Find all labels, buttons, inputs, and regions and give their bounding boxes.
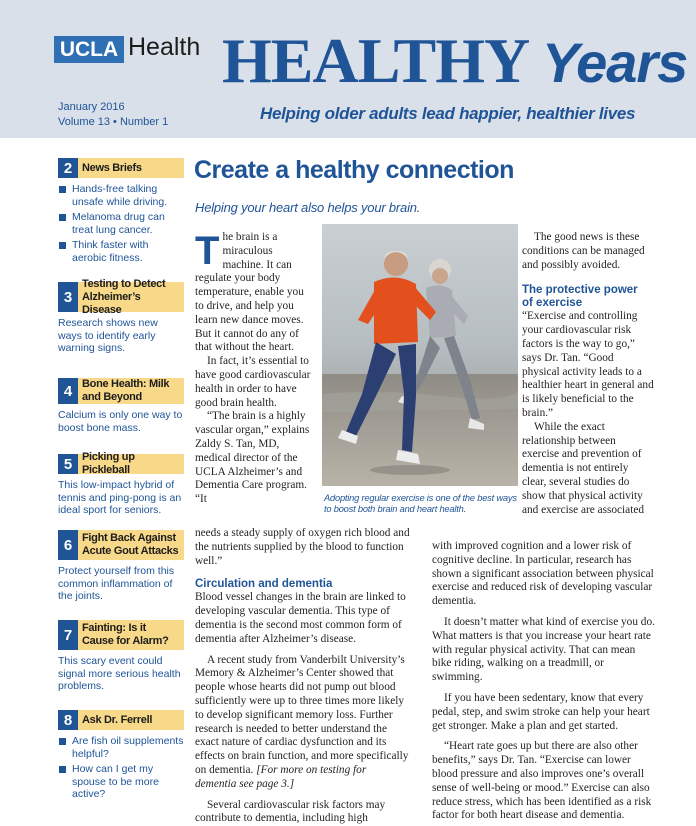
list-item: Hands-free talking unsafe while driving.: [58, 183, 184, 208]
title-years: Years: [541, 31, 688, 94]
sidebar-item-title: News Briefs: [82, 161, 142, 174]
page-number: 4: [58, 378, 78, 404]
paragraph: The good news is these conditions can be managed and possibly avoided.: [522, 231, 645, 271]
paragraph: Blood vessel changes in the brain are linked to developing vascular dementia. This type of dementia is the second most common form of dementia after Alzheimer’s disease.: [195, 591, 406, 645]
paragraph: While the exact relationship between exercise and prevention of dementia is not entirely clear, several studies do show that physical activity and exercise are associated: [522, 420, 644, 516]
paragraph: Several cardiovascular risk factors may contribute to dementia, including high: [195, 798, 386, 825]
sidebar-item-desc: This low-impact hybrid of tennis and ping-pong is an ideal sport for seniors.: [58, 479, 182, 516]
paragraph: In fact, it’s essential to have good cardiovascular health in order to have good brain health.: [195, 355, 311, 409]
sidebar-item-desc: Calcium is only one way to boost bone mass.: [58, 409, 183, 434]
bullet-square-icon: [59, 738, 66, 745]
paragraph: needs a steady supply of oxygen rich blood and the nutrients supplied by the blood to function well.”: [195, 527, 410, 567]
sidebar-item-desc: Protect yourself from this common inflammation of the joints.: [58, 565, 175, 602]
sidebar-item-news-briefs[interactable]: [58, 158, 184, 267]
sidebar-item-desc: Research shows new ways to identify early warning signs.: [58, 317, 158, 354]
sidebar-item-ask-dr-ferrell[interactable]: [58, 710, 184, 804]
sidebar-item-gout[interactable]: [58, 530, 184, 603]
bullet-square-icon: [59, 242, 66, 249]
paragraph: he brain is a miraculous machine. It can regulate your body temperature, enable you to drive, and help you learn new dance moves. But it cannot do any of that without the heart.: [195, 231, 304, 354]
article-column-right-wide: [432, 540, 656, 823]
sidebar-item-fainting[interactable]: [58, 620, 184, 693]
sidebar-item-title: Picking up Pickleball: [82, 451, 135, 476]
page-number: 3: [58, 282, 78, 312]
drop-cap: T: [195, 229, 220, 273]
sidebar-item-title: Bone Health: Milk and Beyond: [82, 378, 170, 403]
paragraph: If you have been sedentary, know that every pedal, step, and swim stroke can help your heart get stronger. Make a plan and get started.: [432, 691, 650, 732]
list-item: Are fish oil supplements helpful?: [58, 735, 184, 760]
tagline: Helping older adults lead happier, healthier lives: [260, 104, 636, 123]
bullet-square-icon: [59, 186, 66, 193]
running-couple-photo: [322, 224, 518, 486]
health-logo-text: Health: [128, 33, 201, 61]
masthead: [0, 0, 696, 138]
paragraph: “Exercise and controlling your cardiovascular risk factors is the way to go,” says Dr. Tan. “Good physical activity leads to a healthier heart in general and is likely beneficial to the brain.”: [522, 310, 654, 419]
sidebar-item-title: Testing to Detect Alzheimer’s Disease: [82, 277, 166, 316]
article-subhead: Helping your heart also helps your brain.: [195, 200, 421, 215]
paragraph: with improved cognition and a lower risk of cognitive decline. In particular, research has shown a significant association between physical exercise and reduced risk of developing vascular dementia.: [432, 540, 654, 608]
sidebar-item-title: Fight Back Against Acute Gout Attacks: [82, 532, 179, 557]
sidebar-item-alzheimers-testing[interactable]: [58, 277, 184, 355]
paragraph: It doesn’t matter what kind of exercise you do. What matters is that you increase your heart rate with regular physical activity. That can mean bike riding, walking on a treadmill, or swimming.: [432, 615, 655, 684]
article-column-left-wide: [195, 527, 410, 826]
section-heading-exercise: The protective power of exercise: [522, 284, 638, 310]
article-photo-couple-running: [322, 224, 518, 486]
ucla-logo-box: UCLA: [54, 36, 124, 63]
page-number: 8: [58, 710, 78, 730]
list-item: Melanoma drug can treat lung cancer.: [58, 211, 184, 236]
cross-reference: [For more on testing for dementia see page 3.]: [195, 763, 367, 790]
page-number: 5: [58, 454, 78, 474]
list-item: Think faster with aerobic fitness.: [58, 239, 184, 264]
paragraph: A recent study from Vanderbilt University’s Memory & Alzheimer’s Center showed that people whose hearts did not pump out blood sufficiently were up to three times more likely to develop significant memory loss. Further research is needed to better understand the exact nature of cardiac dysfunction and its effects on brain function, and more specifically on dementia. [For more on testing for dementia see page 3.]: [195, 653, 409, 790]
sidebar-item-desc: This scary event could signal more serious health problems.: [58, 655, 181, 692]
issue-date: January 2016: [58, 101, 125, 113]
page-number: 2: [58, 158, 78, 178]
paragraph: “The brain is a highly vascular organ,” explains Zaldy S. Tan, MD, medical director of the UCLA Alzheimer’s and Dementia Care program. “It: [195, 410, 310, 506]
sidebar-item-bone-health[interactable]: [58, 378, 184, 434]
page-number: 6: [58, 530, 78, 560]
article-column-left-narrow: [195, 231, 315, 507]
page-number: 7: [58, 620, 78, 650]
sidebar-item-title: Fainting: Is it Cause for Alarm?: [82, 622, 169, 647]
sidebar-item-title: Ask Dr. Ferrell: [82, 713, 153, 726]
article-column-right-narrow: [522, 231, 654, 517]
paragraph: “Heart rate goes up but there are also other benefits,” says Dr. Tan. “Exercise can lower blood pressure and also improves one’s overall sense of well-being or mood.” Exercise can also reduce stress, which has been identified as a risk factor for both heart disease and dementia.: [432, 740, 652, 822]
section-heading-circulation: Circulation and dementia: [195, 578, 333, 591]
list-item: How can I get my spouse to be more active?: [58, 763, 184, 801]
photo-caption: Adopting regular exercise is one of the best ways to boost both brain and heart health.: [324, 493, 517, 514]
sidebar-item-pickleball[interactable]: [58, 451, 184, 517]
article-headline: Create a healthy connection: [194, 156, 514, 184]
bullet-square-icon: [59, 214, 66, 221]
newsletter-title: [222, 26, 687, 98]
issue-info: [58, 100, 168, 130]
title-healthy: HEALTHY: [222, 25, 527, 96]
issue-volume: Volume 13 • Number 1: [58, 116, 169, 128]
bullet-square-icon: [59, 766, 66, 773]
